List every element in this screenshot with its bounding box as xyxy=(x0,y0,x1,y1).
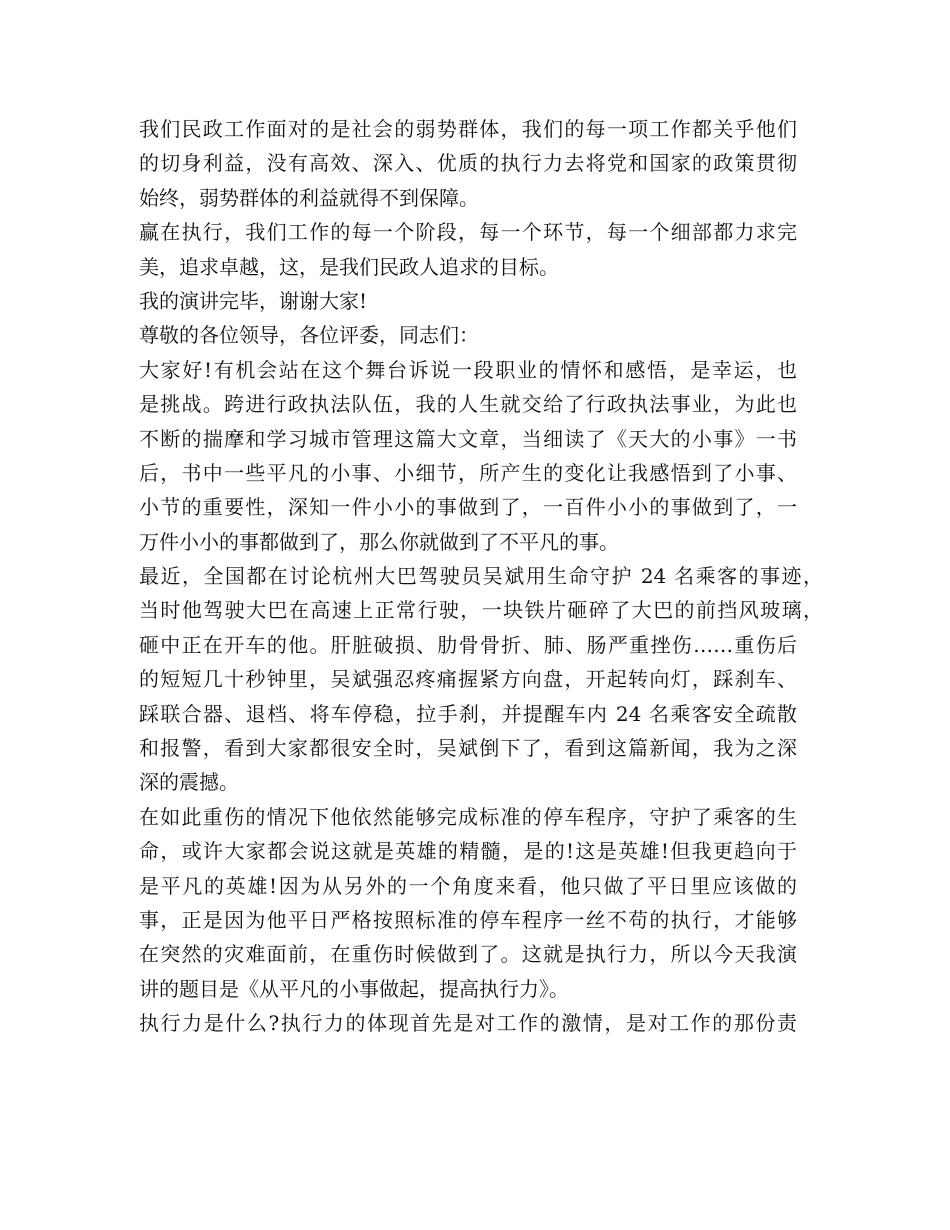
text-line: 执行力是什么?执行力的体现首先是对工作的激情，是对工作的那份责 xyxy=(139,1011,797,1036)
text-line: 赢在执行，我们工作的每一个阶段，每一个环节，每一个细部都力求完 xyxy=(139,220,797,245)
paragraph xyxy=(139,112,829,215)
text-line: 当时他驾驶大巴在高速上正常行驶，一块铁片砸碎了大巴的前挡风玻璃， xyxy=(139,598,823,623)
text-line: 是平凡的英雄!因为从另外的一个角度来看，他只做了平日里应该做的 xyxy=(139,873,797,898)
paragraph xyxy=(139,284,829,318)
paragraph xyxy=(139,318,829,352)
text-line: 命，或许大家都会说这就是英雄的精髓，是的!这是英雄!但我更趋向于 xyxy=(139,839,797,864)
text-line: 我们民政工作面对的是社会的弱势群体，我们的每一项工作都关乎他们 xyxy=(139,117,797,141)
text-line: 的短短几十秒钟里，吴斌强忍疼痛握紧方向盘，开起转向灯，踩刹车、 xyxy=(139,667,797,692)
paragraph xyxy=(139,559,829,800)
text-line: 最近，全国都在讨论杭州大巴驾驶员吴斌用生命守护 24 名乘客的事迹， xyxy=(139,564,823,589)
text-line: 始终，弱势群体的利益就得不到保障。 xyxy=(139,185,479,210)
text-line: 不断的揣摩和学习城市管理这篇大文章，当细读了《天大的小事》一书 xyxy=(139,426,797,451)
text-line: 深的震撼。 xyxy=(139,770,239,795)
text-line: 在突然的灾难面前，在重伤时候做到了。这就是执行力，所以今天我演 xyxy=(139,942,797,967)
text-line: 在如此重伤的情况下他依然能够完成标准的停车程序，守护了乘客的生 xyxy=(139,804,797,829)
paragraph xyxy=(139,353,829,559)
text-line: 砸中正在开车的他。肝脏破损、肋骨骨折、肺、肠严重挫伤……重伤后 xyxy=(139,632,797,657)
text-line: 事，正是因为他平日严格按照标准的停车程序一丝不苟的执行，才能够 xyxy=(139,907,797,932)
text-line: 万件小小的事都做到了，那么你就做到了不平凡的事。 xyxy=(139,529,619,554)
text-line: 后，书中一些平凡的小事、小细节，所产生的变化让我感悟到了小事、 xyxy=(139,460,797,485)
paragraph xyxy=(139,1006,829,1040)
text-line: 和报警，看到大家都很安全时，吴斌倒下了，看到这篇新闻，我为之深 xyxy=(139,736,797,761)
text-line: 小节的重要性，深知一件小小的事做到了，一百件小小的事做到了，一 xyxy=(139,495,797,520)
text-line: 是挑战。跨进行政执法队伍，我的人生就交给了行政执法事业，为此也 xyxy=(139,392,797,417)
text-line: 我的演讲完毕，谢谢大家! xyxy=(139,288,368,313)
text-line: 的切身利益，没有高效、深入、优质的执行力去将党和国家的政策贯彻 xyxy=(139,151,797,176)
text-line: 尊敬的各位领导，各位评委，同志们： xyxy=(139,323,479,348)
text-line: 美，追求卓越，这，是我们民政人追求的目标。 xyxy=(139,254,559,279)
text-line: 踩联合器、退档、将车停稳，拉手刹，并提醒车内 24 名乘客安全疏散 xyxy=(139,701,797,726)
paragraph xyxy=(139,215,829,284)
text-line: 讲的题目是《从平凡的小事做起，提高执行力》。 xyxy=(139,976,569,1001)
document-body xyxy=(139,112,829,1041)
text-line: 大家好!有机会站在这个舞台诉说一段职业的情怀和感悟，是幸运，也 xyxy=(139,357,797,382)
paragraph xyxy=(139,800,829,1006)
